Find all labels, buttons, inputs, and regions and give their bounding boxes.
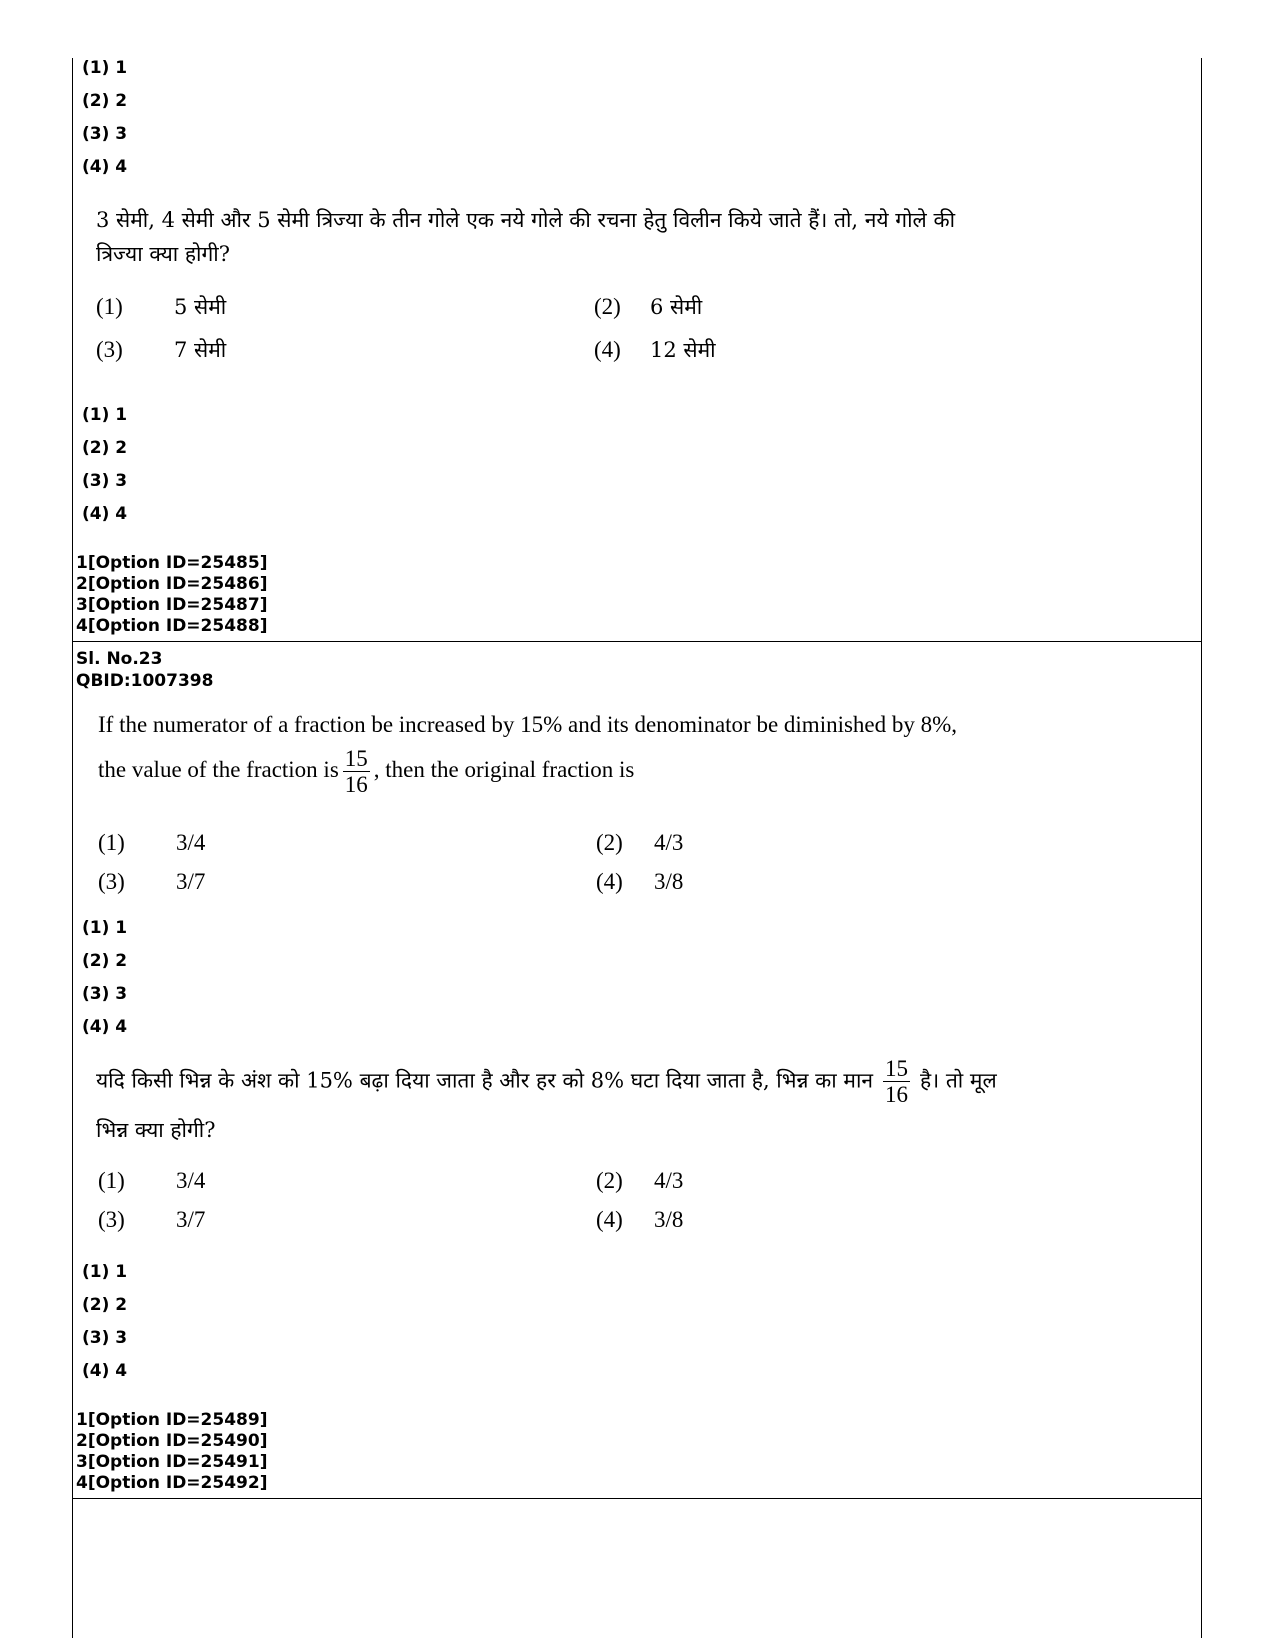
answer-item: (3) 3 xyxy=(82,1328,128,1348)
answer-item: (1) 1 xyxy=(82,58,128,78)
answer-item: (2) 2 xyxy=(82,438,128,458)
option-id: 2[Option ID=25486] xyxy=(76,574,268,594)
answer-list xyxy=(82,918,127,1050)
option-id: 1[Option ID=25489] xyxy=(76,1410,268,1430)
answer-item: (2) 2 xyxy=(82,91,128,111)
option-id: 3[Option ID=25491] xyxy=(76,1452,268,1472)
question-text-english: If the numerator of a fraction be increased by 15% and its denominator be diminished by 8%, xyxy=(98,712,958,737)
question-text-hindi: यदि किसी भिन्न के अंश को 15% बढ़ा दिया जाता है और हर को 8% घटा दिया जाता है, भिन्न का मान $\frac{15}{16}$ है। तो मूल xyxy=(96,1056,997,1108)
answer-item: (3) 3 xyxy=(82,471,128,491)
option-id: 4[Option ID=25488] xyxy=(76,616,268,636)
question-divider xyxy=(72,641,1202,642)
option-row: (1) 5 सेमी xyxy=(96,294,227,319)
answer-list xyxy=(82,1262,127,1394)
question-divider xyxy=(72,1498,1202,1499)
answer-item: (1) 1 xyxy=(82,1262,128,1282)
fraction: $\frac{15}{16}$ xyxy=(885,1056,909,1108)
answer-item: (4) 4 xyxy=(82,1017,128,1037)
answer-item: (2) 2 xyxy=(82,951,128,971)
question-text-hindi-line2: भिन्न क्या होगी? xyxy=(96,1118,216,1142)
option-row: (4) 12 सेमी xyxy=(594,337,716,362)
option-id-list xyxy=(76,1410,267,1494)
question-text-hindi: 3 सेमी, 4 सेमी और 5 सेमी त्रिज्या के तीन गोले एक नये गोले की रचना हेतु विलीन किये जाते हैं। तो, नये गोले की त्रिज्या क्या होगी? xyxy=(96,208,956,266)
answer-item: (2) 2 xyxy=(82,1295,128,1315)
answer-item: (1) 1 xyxy=(82,918,128,938)
option-row: (4) 3/8 xyxy=(596,1207,684,1232)
serial-number: Sl. No.23 xyxy=(76,649,163,669)
question-header xyxy=(76,648,213,692)
option-row: (3) 3/7 xyxy=(98,869,206,894)
option-row: (2) 4/3 xyxy=(596,830,684,855)
option-row: (1) 3/4 xyxy=(98,830,206,855)
answer-item: (3) 3 xyxy=(82,124,128,144)
option-row: (3) 3/7 xyxy=(98,1207,206,1232)
fraction: $\frac{15}{16}$ xyxy=(344,746,368,798)
answer-item: (3) 3 xyxy=(82,984,128,1004)
answer-item: (4) 4 xyxy=(82,1361,128,1381)
option-row: (4) 3/8 xyxy=(596,869,684,894)
question-text-english-line2: the value of the fraction is $\frac{15}{16}$ , then the original fraction is xyxy=(98,746,635,798)
answer-list xyxy=(82,58,127,190)
answer-item: (4) 4 xyxy=(82,504,128,524)
answer-item: (1) 1 xyxy=(82,405,128,425)
option-row: (1) 3/4 xyxy=(98,1168,206,1193)
option-id: 2[Option ID=25490] xyxy=(76,1431,268,1451)
option-id: 4[Option ID=25492] xyxy=(76,1473,268,1493)
option-id: 1[Option ID=25485] xyxy=(76,553,268,573)
option-row: (2) 4/3 xyxy=(596,1168,684,1193)
option-id-list xyxy=(76,553,267,637)
option-id: 3[Option ID=25487] xyxy=(76,595,268,615)
option-row: (3) 7 सेमी xyxy=(96,337,227,362)
question-bank-id: QBID:1007398 xyxy=(76,671,214,691)
answer-list xyxy=(82,405,127,537)
option-row: (2) 6 सेमी xyxy=(594,294,703,319)
answer-item: (4) 4 xyxy=(82,157,128,177)
